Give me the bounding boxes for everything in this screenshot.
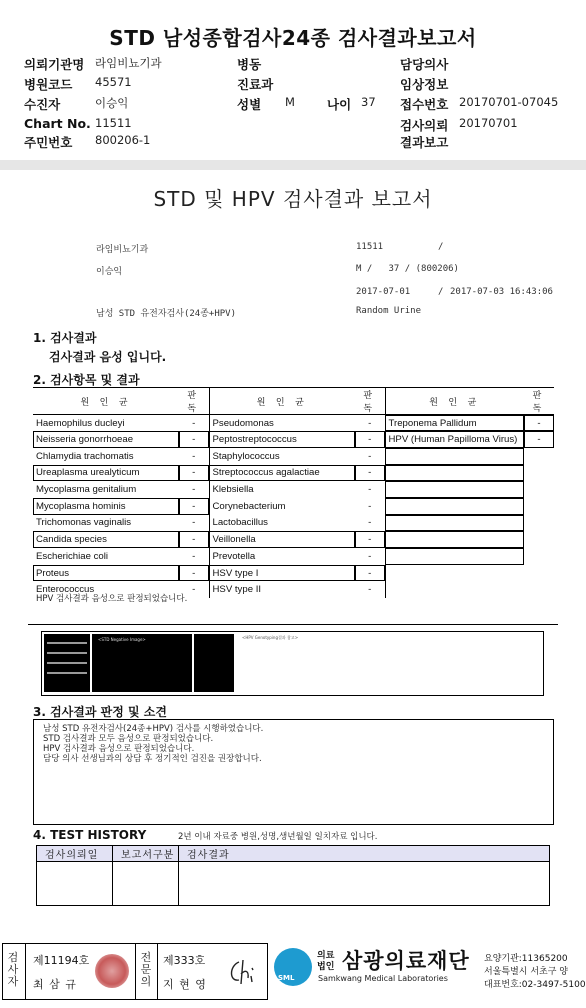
- judgment-value: -: [524, 431, 554, 448]
- opinion-box: [33, 719, 554, 825]
- gel-label-hpv: <HPV Genotyping결과 참고>: [242, 635, 299, 640]
- judgment-value: -: [179, 531, 209, 548]
- judgment-value: -: [368, 584, 372, 596]
- seal-stamp-icon: [95, 954, 129, 988]
- org-english-name: Samkwang Medical Laboratories: [318, 974, 448, 983]
- pathogen-name: [385, 581, 524, 598]
- pathogen-name: Neisseria gonorrhoeae: [33, 431, 179, 448]
- header-value: 11511: [95, 116, 132, 130]
- judgment-value: -: [368, 484, 372, 496]
- header-label: 결과보고: [400, 135, 449, 150]
- judgment-value: -: [355, 565, 385, 582]
- history-header-result: 검사결과: [179, 846, 550, 862]
- pathogen-name: [385, 515, 524, 532]
- judgment-value: -: [355, 431, 385, 448]
- judgment-value: -: [355, 465, 385, 482]
- judgment-value: -: [524, 415, 554, 432]
- pathogen-name: Trichomonas vaginalis: [36, 517, 132, 529]
- pathogen-name: Peptostreptococcus: [209, 431, 355, 448]
- org-logo-icon: [274, 948, 312, 986]
- judgment-value: [524, 565, 554, 582]
- history-note: 2년 이내 자료중 병원,성명,생년월일 일치자료 입니다.: [178, 832, 378, 842]
- org-code: 요양기관:11365200: [484, 954, 568, 964]
- pathogen-name: Klebsiella: [209, 481, 355, 498]
- opinion-line: 남성 STD 유전자검사(24종+HPV) 검사를 시행하였습니다.: [43, 724, 264, 734]
- header-pathogen: 원 인 균: [33, 388, 179, 415]
- pathogen-name: Mycoplasma genitalium: [36, 484, 137, 496]
- received-date: 2017-07-01: [356, 287, 411, 297]
- pathogen-name: Candida species: [33, 531, 179, 548]
- pathogen-name: Prevotella: [209, 548, 355, 565]
- table-row: [33, 565, 554, 582]
- gel-lanes-middle: [92, 634, 192, 692]
- table-row: [33, 515, 554, 532]
- judgment-value: -: [355, 531, 385, 548]
- pathogen-name: Ureaplasma urealyticum: [33, 465, 179, 482]
- gel-lanes-left: [44, 634, 90, 692]
- header-label: 의뢰기관명: [24, 57, 85, 72]
- tester-license: 제11194호: [33, 954, 90, 967]
- judgment-value: -: [368, 450, 372, 462]
- table-row: [33, 531, 554, 548]
- tester-name: 최 삼 규: [33, 978, 77, 991]
- pathogen-name: Staphylococcus: [209, 448, 355, 465]
- judgment-value: [524, 448, 554, 465]
- pathogen-name: HSV type II: [209, 581, 355, 598]
- judgment-value: -: [368, 500, 372, 512]
- box-divider: [25, 944, 26, 999]
- judgment-value: -: [179, 498, 209, 515]
- pathogen-name: Treponema Pallidum: [385, 415, 524, 432]
- section-4-heading: 4. TEST HISTORY: [33, 828, 147, 842]
- doctor-label: 전문의: [140, 951, 152, 988]
- org-type-1: 의료: [317, 951, 335, 961]
- chart-number: 11511: [356, 242, 384, 252]
- test-name: 남성 STD 유전자검사(24종+HPV): [96, 309, 236, 319]
- header-value: 45571: [95, 75, 132, 89]
- opinion-line: HPV 검사결과 음성으로 판정되었습니다.: [43, 744, 195, 754]
- header-label: 검사의뢰: [400, 118, 449, 133]
- header-label: 접수번호: [400, 97, 449, 112]
- header-label: 주민번호: [24, 135, 73, 150]
- sex-age: M / 37 / (800206): [356, 264, 459, 274]
- pathogen-name: Proteus: [33, 565, 179, 582]
- header-pathogen: 원 인 균: [385, 388, 524, 415]
- history-cell: [113, 862, 179, 906]
- gel-lanes-right: [194, 634, 234, 692]
- signature-box: [2, 943, 268, 1000]
- judgment-value: -: [192, 484, 196, 496]
- header-label: 성별: [237, 97, 262, 112]
- judgment-value: -: [368, 517, 372, 529]
- header-value: 이승익: [95, 96, 129, 110]
- header-value: 20170701: [459, 116, 518, 130]
- history-cell: [37, 862, 113, 906]
- pathogen-name: [385, 565, 524, 582]
- org-address: 서울특별시 서초구 양: [484, 967, 568, 977]
- judgment-value: [524, 581, 554, 598]
- section-2-heading: 2. 검사항목 및 결과: [33, 373, 140, 387]
- pathogen-name: Veillonella: [209, 531, 355, 548]
- pathogen-name: Corynebacterium: [209, 498, 355, 515]
- pathogen-name: HPV (Human Papilloma Virus): [385, 431, 524, 448]
- judgment-value: -: [179, 465, 209, 482]
- divider-line: [28, 624, 558, 625]
- opinion-line: 담당 의사 선생님과의 상담 후 정기적인 검진을 권장합니다.: [43, 754, 262, 764]
- doctor-license: 제333호: [163, 954, 206, 967]
- specimen: Random Urine: [356, 306, 422, 316]
- pathogen-name: [385, 498, 524, 515]
- org-logo-text: SML: [278, 974, 295, 982]
- judgment-value: -: [192, 550, 196, 562]
- hpv-note: HPV 검사결과 음성으로 판정되었습니다.: [36, 594, 188, 604]
- signature-icon: [225, 956, 261, 988]
- judgment-value: -: [179, 431, 209, 448]
- slash: /: [438, 242, 444, 252]
- pathogen-name: [385, 481, 524, 498]
- table-row: [33, 548, 554, 565]
- table-row: [33, 415, 554, 432]
- org-phone: 대표번호:02-3497-5100: [484, 980, 586, 990]
- sub-report-title: STD 및 HPV 검사결과 보고서: [153, 187, 433, 211]
- opinion-line: STD 검사결과 모두 음성으로 판정되었습니다.: [43, 734, 214, 744]
- table-row: [33, 498, 554, 515]
- section-divider: [0, 160, 586, 170]
- section-1-heading: 1. 검사결과: [33, 331, 97, 345]
- tester-label: 검사자: [7, 951, 19, 988]
- gel-label-std: <STD Negative Image>: [98, 637, 146, 642]
- header-judgment: 판 독: [524, 388, 554, 415]
- report-title: STD 남성종합검사24종 검사결과보고서: [109, 26, 477, 50]
- header-judgment: 판 독: [179, 388, 209, 415]
- header-value: 라임비뇨기과: [95, 56, 162, 70]
- pathogen-name: Pseudomonas: [209, 415, 355, 432]
- pathogen-name: Chlamydia trachomatis: [36, 450, 134, 462]
- history-header-date: 검사의뢰일: [37, 846, 113, 862]
- table-row: [33, 465, 554, 482]
- report-date: 2017-07-03 16:43:06: [450, 287, 553, 297]
- header-label: 나이: [327, 97, 352, 112]
- pathogen-name: Escherichiae coli: [36, 550, 108, 562]
- patient-name: 이승익: [96, 267, 123, 277]
- header-label: 담당의사: [400, 57, 449, 72]
- section-3-heading: 3. 검사결과 판정 및 소견: [33, 705, 167, 719]
- judgment-value: -: [368, 550, 372, 562]
- pathogen-name: Lactobacillus: [209, 515, 355, 532]
- header-label: 임상정보: [400, 77, 449, 92]
- judgment-value: [524, 498, 554, 515]
- pathogen-name: Enterococcus: [36, 584, 95, 596]
- clinic-name: 라임비뇨기과: [96, 245, 149, 255]
- judgment-value: [524, 465, 554, 482]
- header-value: M: [285, 95, 295, 109]
- judgment-value: -: [192, 417, 196, 429]
- org-type-2: 법인: [317, 962, 335, 972]
- pathogen-name: [385, 531, 524, 548]
- judgment-value: [524, 481, 554, 498]
- header-value: 800206-1: [95, 133, 151, 147]
- gel-electrophoresis-image: [41, 631, 544, 696]
- doctor-name: 지 현 영: [163, 978, 207, 991]
- pathogen-name: [385, 548, 524, 565]
- judgment-value: -: [192, 517, 196, 529]
- header-label: Chart No.: [24, 116, 91, 131]
- history-cell: [179, 862, 550, 906]
- judgment-value: [524, 515, 554, 532]
- box-divider: [157, 944, 158, 999]
- pathogen-name: Mycoplasma hominis: [33, 498, 179, 515]
- header-value: 20170701-07045: [459, 95, 559, 109]
- judgment-value: -: [192, 450, 196, 462]
- header-label: 병동: [237, 57, 262, 72]
- pathogen-name: [385, 448, 524, 465]
- table-row: [33, 431, 554, 448]
- org-name: 삼광의료재단: [342, 949, 470, 973]
- header-label: 진료과: [237, 77, 274, 92]
- date-separator: /: [438, 287, 444, 297]
- judgment-value: -: [179, 565, 209, 582]
- header-pathogen: 원 인 균: [209, 388, 355, 415]
- header-label: 수진자: [24, 97, 61, 112]
- test-items-table: [33, 387, 554, 598]
- table-row: [33, 481, 554, 498]
- pathogen-name: HSV type I: [209, 565, 355, 582]
- table-row: [33, 448, 554, 465]
- test-history-table: [36, 845, 550, 906]
- box-divider: [135, 944, 136, 999]
- history-header-type: 보고서구분: [113, 846, 179, 862]
- header-label: 병원코드: [24, 77, 73, 92]
- header-value: 37: [361, 95, 376, 109]
- judgment-value: -: [368, 417, 372, 429]
- judgment-value: [524, 531, 554, 548]
- pathogen-name: [385, 465, 524, 482]
- judgment-value: -: [192, 584, 196, 596]
- overall-result: 검사결과 음성 입니다.: [49, 350, 167, 364]
- pathogen-name: Streptococcus agalactiae: [209, 465, 355, 482]
- header-judgment: 판 독: [355, 388, 385, 415]
- judgment-value: [524, 548, 554, 565]
- pathogen-name: Haemophilus ducleyi: [36, 417, 125, 429]
